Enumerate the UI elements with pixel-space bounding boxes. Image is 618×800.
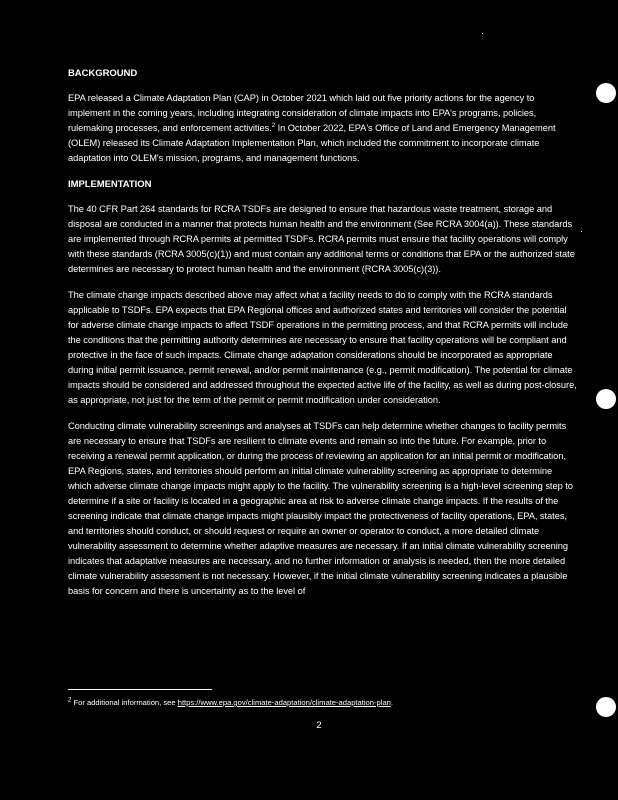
scan-speck [581, 231, 582, 232]
background-heading: BACKGROUND [68, 68, 138, 79]
footnote-divider [68, 689, 212, 690]
implementation-heading: IMPLEMENTATION [68, 179, 152, 190]
page-number: 2 [316, 720, 322, 731]
scan-speck [482, 33, 483, 34]
background-paragraph [68, 91, 578, 166]
footnote-marker: 2 [68, 697, 72, 704]
body-content [68, 66, 578, 610]
implementation-paragraph-1: The 40 CFR Part 264 standards for RCRA TSDFs are designed to ensure that hazardous waste treatment, storage and disposal are conducted in a manner that protects human health and the environment (See RCRA 3004(a)). These standards are implemented through RCRA permits at permitted TSDFs. RCRA permits must ensure that facility operations will comply with these standards (RCRA 3005(c)(1)) and must contain any additional terms or conditions that EPA or the authorized state determines are necessary to protect human health and the environment (RCRA 3005(c)(3)). [68, 204, 575, 274]
punch-hole-middle [596, 389, 616, 409]
footnote-link[interactable]: https://www.epa.gov/climate-adaptation/climate-adaptation-plan [177, 698, 391, 707]
footnote-end: . [390, 698, 394, 707]
footnote-text: For additional information, see [71, 698, 178, 707]
punch-hole-top [596, 83, 616, 103]
background-text-1: EPA released a Climate Adaptation Plan (CAP) in October 2021 which laid out five priority actions for the agency to implement in the coming years, including integrating consideration of climate impacts into EPA's programs, policies, rulemaking processes, and enforcement activities. [68, 93, 537, 133]
implementation-paragraph-3: Conducting climate vulnerability screenings and analyses at TSDFs can help determine whether changes to facility permits are necessary to ensure that TSDFs are resilient to climate events and remain so into the future. For example, prior to receiving a renewal permit application, or during the process of reviewing an application for an initial permit or modification, EPA Regions, states, and territories should perform an initial climate vulnerability screening as appropriate to determine which adverse climate change impacts might apply to the facility. The vulnerability screening is a high-level screening step to determine if a site or facility is located in a geographic area at risk to adverse climate change impacts. If the results of the screening indicate that climate change impacts might plausibly impact the protectiveness of facility operations, EPA, states, and territories should conduct, or should request or require an owner or operator to conduct, a more detailed climate vulnerability assessment to determine whether adaptive measures are necessary. If an initial climate vulnerability screening indicates that adaptative measures are necessary, and no further information or analysis is needed, then the more detailed climate vulnerability assessment is not necessary. However, if the initial climate vulnerability screening indicates a plausible basis for concern and there is uncertainty as to the level of [68, 421, 573, 596]
background-text-2: In October 2022, EPA's Office of Land and Emergency Management (OLEM) released its Climate Adaptation Implementation Plan, which included the commitment to incorporate climate adaptation into OLEM's mission, programs, and management functions. [68, 123, 556, 163]
footnote-reference: 2 [271, 122, 276, 129]
punch-hole-bottom [596, 697, 616, 717]
footnote [68, 697, 588, 708]
implementation-paragraph-2: The climate change impacts described above may affect what a facility needs to do to comply with the RCRA standards applicable to TSDFs. EPA expects that EPA Regional offices and authorized states and territories will consider the potential for adverse climate change impacts to affect TSDF operations in the permitting process, and that RCRA permits will include the conditions that the permitting authority determines are necessary to ensure that facility operations will be compliant and protective in the face of such impacts. Climate change adaptation considerations should be incorporated as appropriate during initial permit issuance, permit renewal, and/or permit maintenance (e.g., permit modification). The potential for climate impacts should be considered and addressed throughout the expected active life of the facility, as well as during post-closure, as appropriate, not just for the term of the permit or permit modification under consideration. [68, 290, 577, 405]
